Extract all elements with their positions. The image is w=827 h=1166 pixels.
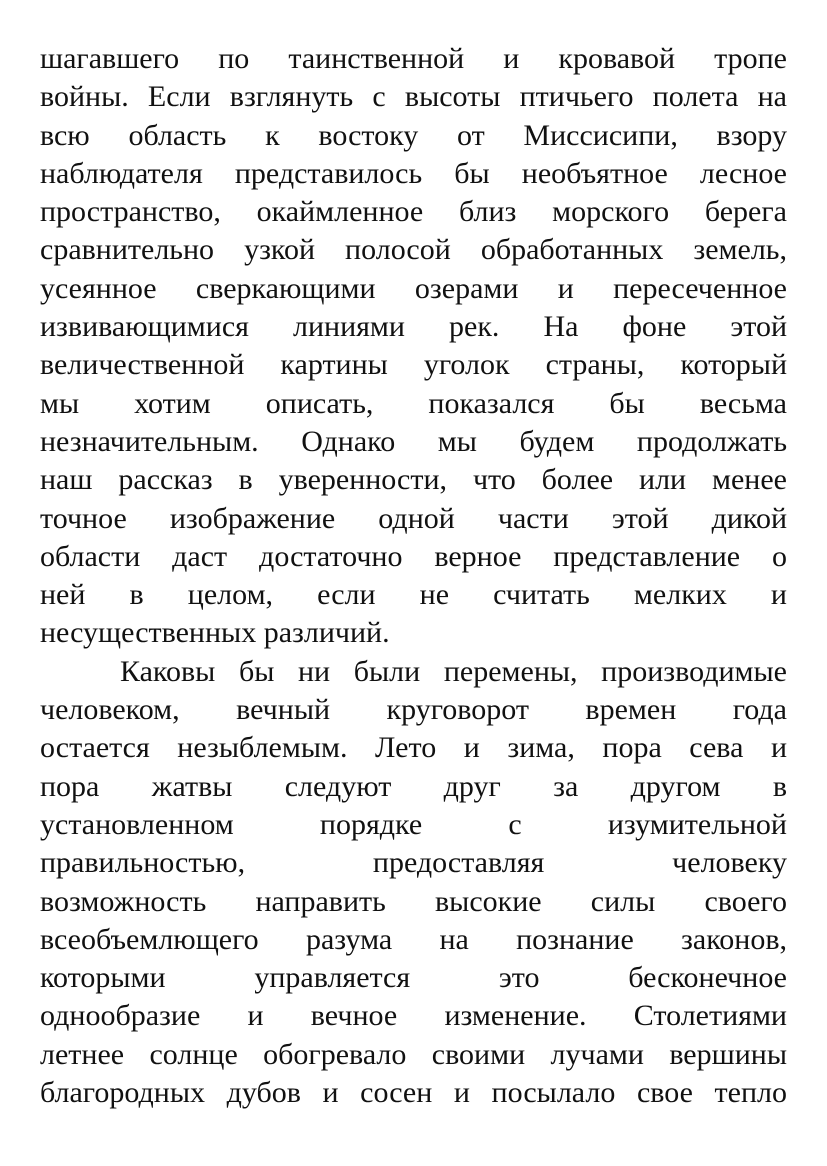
text-line: правильностью, предоставляя человеку bbox=[40, 846, 787, 880]
text-line: однообразие и вечное изменение. Столетиями bbox=[40, 999, 787, 1033]
text-line: пора жатвы следуют друг за другом в bbox=[40, 769, 787, 803]
paragraph-2 bbox=[40, 653, 787, 1113]
text-line: шагавшего по таинственной и кровавой тропе bbox=[40, 42, 787, 75]
text-line: незначительным. Однако мы будем продолжать bbox=[40, 424, 787, 458]
text-line: которыми управляется это бесконечное bbox=[40, 961, 787, 995]
text-line: войны. Если взглянуть с высоты птичьего полета на bbox=[40, 80, 787, 114]
paragraph-1 bbox=[40, 40, 787, 653]
text-line: всеобъемлющего разума на познание законов, bbox=[40, 922, 787, 956]
text-line: человеком, вечный круговорот времен года bbox=[40, 693, 787, 727]
document-page bbox=[40, 40, 787, 1112]
text-line: величественной картины уголок страны, который bbox=[40, 348, 787, 382]
text-line: области даст достаточно верное представление о bbox=[40, 539, 787, 573]
text-line: всю область к востоку от Миссисипи, взору bbox=[40, 118, 787, 152]
text-line: возможность направить высокие силы своего bbox=[40, 884, 787, 918]
text-line: усеянное сверкающими озерами и пересеченное bbox=[40, 271, 787, 305]
text-line: сравнительно узкой полосой обработанных земель, bbox=[40, 233, 787, 267]
text-line: благородных дубов и сосен и посылало свое тепло bbox=[40, 1076, 787, 1110]
text-line: наш рассказ в уверенности, что более или менее bbox=[40, 463, 787, 497]
text-line: мы хотим описать, показался бы весьма bbox=[40, 386, 787, 420]
text-line: пространство, окаймленное близ морского берега bbox=[40, 195, 787, 229]
text-line: остается незыблемым. Лето и зима, пора сева и bbox=[40, 731, 787, 765]
text-line: ней в целом, если не считать мелких и bbox=[40, 578, 787, 612]
text-line: установленном порядке с изумительной bbox=[40, 807, 787, 841]
text-line: Каковы бы ни были перемены, производимые bbox=[120, 654, 787, 688]
text-line: летнее солнце обогревало своими лучами вершины bbox=[40, 1037, 787, 1071]
text-line: точное изображение одной части этой дикой bbox=[40, 501, 787, 535]
text-line: наблюдателя представилось бы необъятное лесное bbox=[40, 156, 787, 190]
text-line: несущественных различий. bbox=[40, 616, 390, 650]
text-line: извивающимися линиями рек. На фоне этой bbox=[40, 310, 787, 344]
